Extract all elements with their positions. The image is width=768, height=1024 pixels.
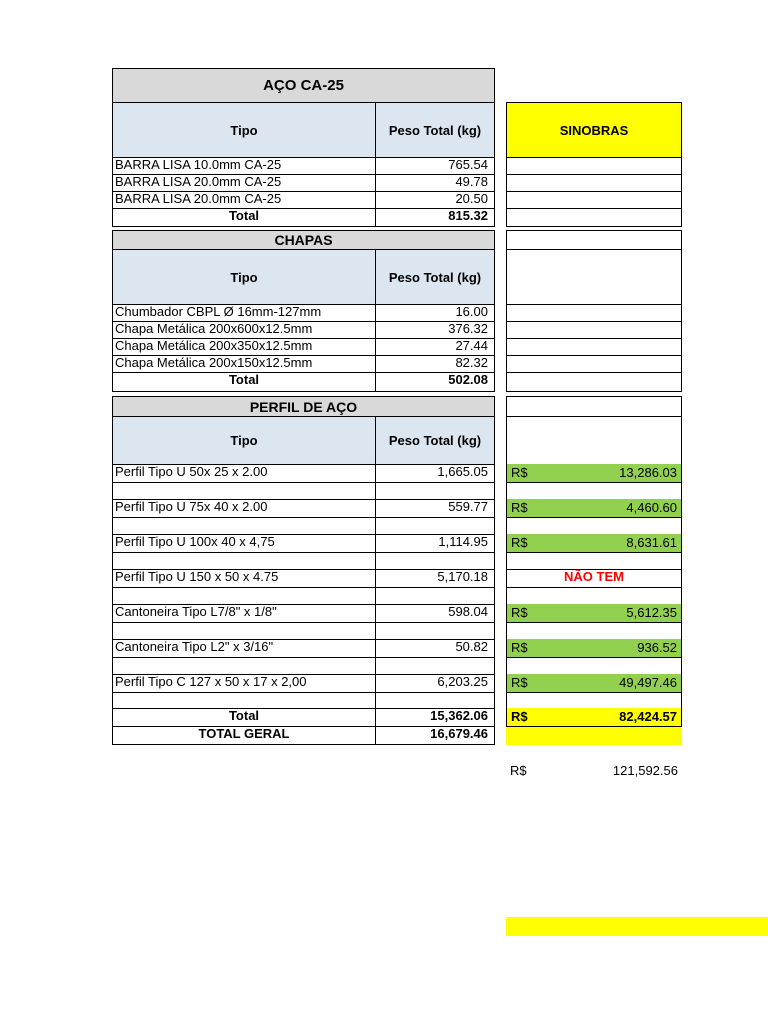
supplier-cell: [506, 249, 682, 305]
row-peso: 5,170.18: [375, 569, 495, 588]
price-value: 13,286.03: [619, 465, 677, 480]
supplier-header: SINOBRAS: [506, 102, 682, 158]
spacer-row: [112, 552, 376, 570]
supplier-cell: [506, 396, 682, 417]
spacer-row: [112, 517, 376, 535]
highlight-cell: [506, 727, 682, 745]
section-title-perfil: PERFIL DE AÇO: [112, 396, 495, 417]
grand-sum-value: 121,592.56: [612, 763, 678, 778]
price-cell: [506, 639, 682, 658]
spacer-row: [375, 552, 495, 570]
spacer-row: [112, 587, 376, 605]
row-tipo: Perfil Tipo C 127 x 50 x 17 x 2,00: [112, 674, 376, 693]
row-peso: 82.32: [375, 355, 495, 373]
spacer-row: [375, 517, 495, 535]
price-cell: [506, 534, 682, 553]
supplier-cell: [506, 174, 682, 192]
row-tipo: Perfil Tipo U 100x 40 x 4,75: [112, 534, 376, 553]
total-geral-value: 16,679.46: [375, 726, 495, 745]
row-peso: 1,114.95: [375, 534, 495, 553]
row-tipo: Perfil Tipo U 150 x 50 x 4.75: [112, 569, 376, 588]
row-tipo: Cantoneira Tipo L7/8" x 1/8": [112, 604, 376, 623]
supplier-cell: [506, 230, 682, 250]
supplier-cell: [506, 552, 682, 570]
spacer-row: [112, 692, 376, 709]
total-label: Total: [112, 372, 376, 392]
section-title-chapas: CHAPAS: [112, 230, 495, 250]
supplier-cell: [506, 517, 682, 535]
total-price-cell: [506, 708, 682, 727]
spacer-row: [112, 482, 376, 500]
currency-symbol: R$: [511, 605, 528, 620]
row-peso: 765.54: [375, 157, 495, 175]
price-cell: [506, 604, 682, 623]
supplier-cell: [506, 482, 682, 500]
row-peso: 559.77: [375, 499, 495, 518]
col-header-peso: Peso Total (kg): [375, 102, 495, 158]
total-label: Total: [112, 708, 376, 727]
spacer-row: [375, 482, 495, 500]
row-peso: 16.00: [375, 304, 495, 322]
row-tipo: Perfil Tipo U 50x 25 x 2.00: [112, 464, 376, 483]
row-peso: 376.32: [375, 321, 495, 339]
supplier-cell: [506, 304, 682, 322]
supplier-cell: [506, 416, 682, 465]
col-header-peso: Peso Total (kg): [375, 249, 495, 305]
spacer-row: [375, 657, 495, 675]
price-cell: [506, 674, 682, 693]
total-price-value: 82,424.57: [619, 709, 677, 724]
currency-symbol: R$: [511, 500, 528, 515]
row-peso: 598.04: [375, 604, 495, 623]
total-value: 15,362.06: [375, 708, 495, 727]
col-header-tipo: Tipo: [112, 102, 376, 158]
currency-symbol: R$: [510, 763, 527, 778]
supplier-cell: [506, 622, 682, 640]
row-tipo: Chapa Metálica 200x600x12.5mm: [112, 321, 376, 339]
price-cell: [506, 464, 682, 483]
supplier-cell: [506, 587, 682, 605]
grand-sum: [506, 762, 682, 780]
supplier-cell: [506, 338, 682, 356]
total-value: 815.32: [375, 208, 495, 227]
total-geral-label: TOTAL GERAL: [112, 726, 376, 745]
currency-symbol: R$: [511, 675, 528, 690]
row-peso: 49.78: [375, 174, 495, 192]
row-tipo: BARRA LISA 20.0mm CA-25: [112, 174, 376, 192]
price-value: 8,631.61: [626, 535, 677, 550]
row-tipo: Chapa Metálica 200x150x12.5mm: [112, 355, 376, 373]
supplier-cell: [506, 372, 682, 392]
col-header-tipo: Tipo: [112, 416, 376, 465]
spacer-row: [112, 657, 376, 675]
col-header-tipo: Tipo: [112, 249, 376, 305]
currency-symbol: R$: [511, 535, 528, 550]
price-value: 936.52: [637, 640, 677, 655]
supplier-cell: [506, 355, 682, 373]
row-tipo: Chapa Metálica 200x350x12.5mm: [112, 338, 376, 356]
row-peso: 20.50: [375, 191, 495, 209]
supplier-cell: [506, 321, 682, 339]
total-label: Total: [112, 208, 376, 227]
spacer-row: [375, 587, 495, 605]
row-peso: 50.82: [375, 639, 495, 658]
supplier-cell: [506, 657, 682, 675]
row-tipo: Perfil Tipo U 75x 40 x 2.00: [112, 499, 376, 518]
price-value: 49,497.46: [619, 675, 677, 690]
spacer-row: [112, 622, 376, 640]
row-tipo: BARRA LISA 10.0mm CA-25: [112, 157, 376, 175]
spacer-row: [375, 622, 495, 640]
row-tipo: Cantoneira Tipo L2" x 3/16": [112, 639, 376, 658]
col-header-peso: Peso Total (kg): [375, 416, 495, 465]
price-value: 4,460.60: [626, 500, 677, 515]
row-tipo: Chumbador CBPL Ø 16mm-127mm: [112, 304, 376, 322]
supplier-cell: [506, 208, 682, 227]
row-tipo: BARRA LISA 20.0mm CA-25: [112, 191, 376, 209]
row-peso: 6,203.25: [375, 674, 495, 693]
price-cell: [506, 499, 682, 518]
currency-symbol: R$: [511, 465, 528, 480]
currency-symbol: R$: [511, 640, 528, 655]
not-available-label: NÃO TEM: [506, 569, 682, 588]
supplier-cell: [506, 692, 682, 709]
total-value: 502.08: [375, 372, 495, 392]
supplier-cell: [506, 157, 682, 175]
currency-symbol: R$: [511, 709, 528, 724]
row-peso: 27.44: [375, 338, 495, 356]
section-title-aco: AÇO CA-25: [112, 68, 495, 103]
supplier-cell: [506, 191, 682, 209]
spacer-row: [375, 692, 495, 709]
highlight-bar: [506, 917, 768, 936]
row-peso: 1,665.05: [375, 464, 495, 483]
price-value: 5,612.35: [626, 605, 677, 620]
